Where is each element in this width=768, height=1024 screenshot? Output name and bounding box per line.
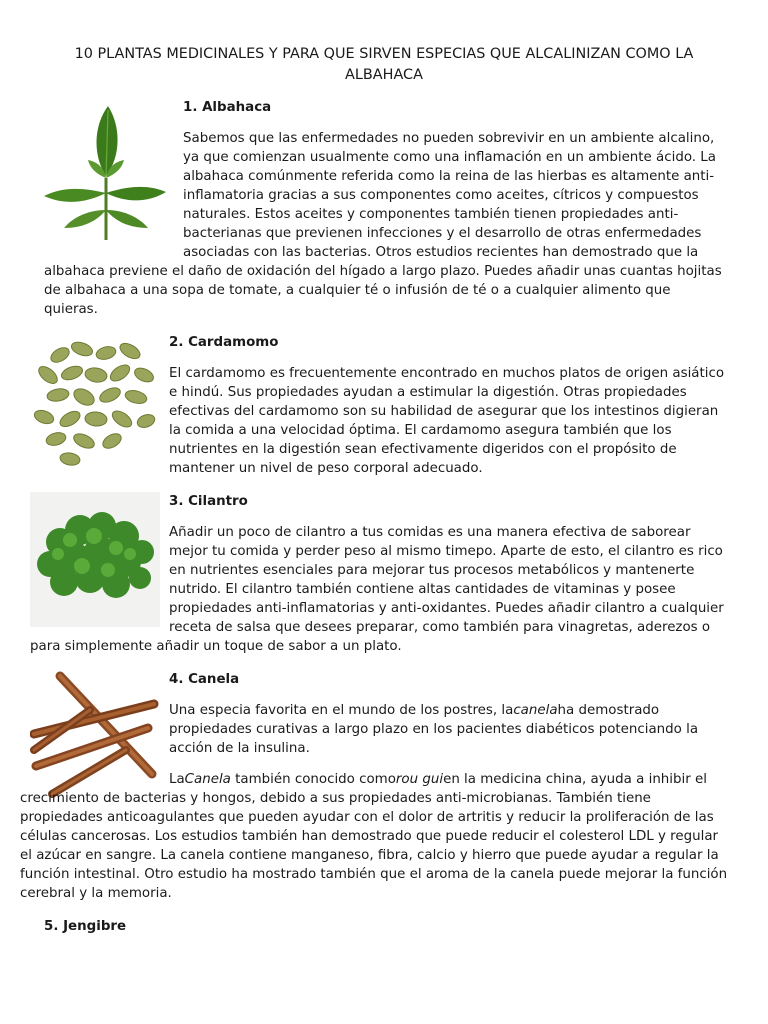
section-albahaca [44, 98, 728, 319]
section-paragraph: LaCanela también conocido comorou guien la medicina china, ayuda a inhibir el crecimiento de bacterias y hongos, debido a sus propiedades anti-microbianas. También tiene propiedades anticoagulantes que pueden ayudar con el dolor de artritis y reducir la proliferación de las células cancerosas. Los estudios también han demostrado que puede reducir el colesterol LDL y regular el azúcar en sangre. La canela contiene manganeso, fibra, calcio y hierro que puede ayudar a regular la función intestinal. Otro estudio ha mostrado también que el aroma de la canela puede mejorar la función cerebral y la memoria. [20, 772, 728, 901]
section-paragraph: Una especia favorita en el mundo de los postres, lacanelaha demostrado propiedades curativas a largo plazo en los pacientes diabéticos potenciando la acción de la insulina. [169, 703, 699, 756]
section-heading: 4. Canela [169, 672, 240, 687]
cinnamon-image [30, 670, 169, 780]
section-canela [20, 670, 730, 903]
section-cilantro [30, 492, 730, 656]
section-heading: 1. Albahaca [183, 100, 272, 115]
basil-image [44, 98, 183, 246]
section-paragraph: Añadir un poco de cilantro a tus comidas es una manera efectiva de saborear mejor tu comida y perder peso al mismo timepo. Aparte de esto, el cilantro es rico en nutrientes esenciales para mejorar tus procesos metabólicos y mantenerte nutrido. El cilantro también contiene altas cantidades de vitaminas y posee propiedades anti-inflamatorias y anti-oxidantes. Puedes añadir cilantro a cualquier receta de salsa que desees preparar, como también para vinagretas, aderezos o para simplemente añadir un toque de sabor a un plato. [30, 525, 724, 654]
document-title: 10 PLANTAS MEDICINALES Y PARA QUE SIRVEN ESPECIAS QUE ALCALINIZAN COMO LA ALBAHACA [74, 46, 694, 83]
section-cardamomo [30, 333, 730, 478]
section-paragraph: El cardamomo es frecuentemente encontrado en muchos platos de origen asiático e hindú. Sus propiedades ayudan a estimular la digestión. Otras propiedades efectivas del cardamomo son su habilidad de asegurar que los intestinos digieran la comida a una velocidad óptima. El cardamomo asegura también que los nutrientes en la digestión sean efectivamente digeridos con el propósito de mantener un nivel de peso corporal adecuado. [169, 366, 725, 476]
cilantro-image [30, 492, 169, 632]
section-jengibre [44, 917, 728, 948]
section-paragraph: Sabemos que las enfermedades no pueden sobrevivir en un ambiente alcalino, ya que comienzan usualmente como una inflamación en un ambiente ácido. La albahaca comúnmente referida como la reina de las hierbas es altamente anti-inflamatoria gracias a sus componentes como aceites, cítricos y compuestos naturales. Estos aceites y componentes también tienen propiedades anti-bacterianas que previenen infecciones y el desarrollo de otras enfermedades asociadas con las bacterias. Otros estudios recientes han demostrado que la albahaca previene el daño de oxidación del hígado a largo plazo. Puedes añadir unas cuantas hojitas de albahaca a una sopa de tomate, a cualquier té o infusión de té o a cualquier alimento que quieras. [44, 131, 722, 317]
cardamom-image [30, 333, 169, 473]
section-heading: 2. Cardamomo [169, 335, 279, 350]
section-heading: 3. Cilantro [169, 494, 248, 509]
section-heading: 5. Jengibre [44, 919, 127, 934]
